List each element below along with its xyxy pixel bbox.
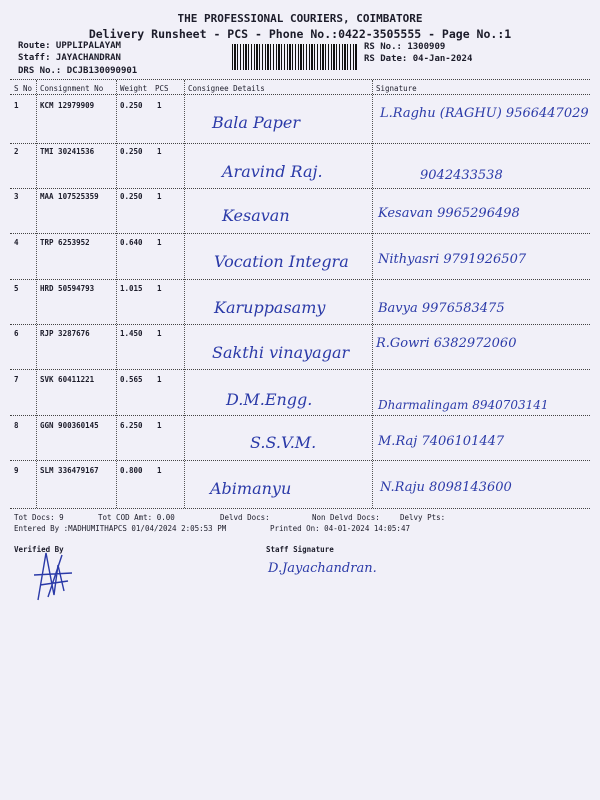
row-consignee-handwritten: Karuppasamy [214,298,326,317]
row-weight: 1.015 [120,284,143,293]
row-consignment: SVK 60411221 [40,375,95,384]
printed-on: Printed On: 04-01-2024 14:05:47 [270,524,410,533]
row-consignee-handwritten: Aravind Raj. [222,162,323,181]
row-sno: 4 [14,238,19,247]
row-consignee-handwritten: Sakthi vinayagar [212,343,350,362]
row-consignee-handwritten: Bala Paper [212,113,300,132]
row-weight: 0.640 [120,238,143,247]
col-divider [372,80,373,508]
total-cod-amount: Tot COD Amt: 0.00 [98,513,175,522]
drs-number: DRS No.: DCJB130090901 [18,66,138,76]
company-title: THE PROFESSIONAL COURIERS, COIMBATORE [177,12,423,25]
row-weight: 1.450 [120,329,143,338]
header-rule-top [10,79,590,80]
row-sno: 7 [14,375,19,384]
non-delivered-docs: Non Delvd Docs: [312,513,380,522]
row-consignment: HRD 50594793 [40,284,95,293]
row-weight: 0.250 [120,101,143,110]
row-signature: Nithyasri 9791926507 [378,252,527,267]
row-rule [10,508,590,509]
row-signature: Kesavan 9965296498 [378,206,520,221]
row-pcs: 1 [157,421,162,430]
delivered-docs: Delvd Docs: [220,513,270,522]
row-sno: 1 [14,101,19,110]
row-sno: 3 [14,192,19,201]
verified-by-label: Verified By [14,545,64,554]
col-divider [116,80,117,508]
row-signature: 9042433538 [420,168,503,183]
row-signature: Dharmalingam 8940703141 [378,398,549,412]
row-pcs: 1 [157,284,162,293]
header-rule-bottom [10,94,590,95]
row-rule [10,324,590,325]
row-weight: 6.250 [120,421,143,430]
rs-number: RS No.: 1300909 [364,42,446,52]
row-rule [10,188,590,189]
row-consignment: TRP 6253952 [40,238,90,247]
row-signature: M.Raj 7406101447 [378,434,505,449]
row-rule [10,460,590,461]
row-consignment: RJP 3287676 [40,329,90,338]
row-weight: 0.250 [120,147,143,156]
row-sno: 5 [14,284,19,293]
row-signature: Bavya 9976583475 [378,301,505,316]
row-rule [10,279,590,280]
row-consignment: GGN 900360145 [40,421,99,430]
row-rule [10,143,590,144]
row-consignment: TMI 30241536 [40,147,95,156]
staff-label: Staff: JAYACHANDRAN [18,53,121,63]
col-header-consignment: Consignment No [40,84,104,93]
col-divider [36,80,37,508]
row-pcs: 1 [157,147,162,156]
row-pcs: 1 [157,329,162,338]
row-signature: L.Raghu (RAGHU) 9566447029 [380,106,589,121]
row-rule [10,369,590,370]
row-consignment: MAA 107525359 [40,192,99,201]
runsheet-subtitle: Delivery Runsheet - PCS - Phone No.:0422-3505555 - Page No.:1 [88,27,512,41]
barcode [232,44,358,70]
delivery-points: Delvy Pts: [400,513,446,522]
row-consignee-handwritten: Kesavan [222,206,290,225]
col-header-consignee: Consignee Details [188,84,265,93]
row-consignee-handwritten: S.S.V.M. [250,433,317,452]
row-signature: R.Gowri 6382972060 [376,336,517,351]
row-consignee-handwritten: D.M.Engg. [226,390,313,409]
entered-by: Entered By :MADHUMITHAPCS 01/04/2024 2:05:53 PM [14,524,227,533]
col-divider [184,80,185,508]
row-pcs: 1 [157,192,162,201]
rs-date: RS Date: 04-Jan-2024 [364,54,473,64]
row-sno: 6 [14,329,19,338]
total-docs: Tot Docs: 9 [14,513,64,522]
route-label: Route: UPPLIPALAYAM [18,41,121,51]
row-pcs: 1 [157,375,162,384]
staff-signature-label: Staff Signature [266,545,334,554]
row-pcs: 1 [157,101,162,110]
col-header-pcs: PCS [155,84,169,93]
row-consignment: KCM 12979909 [40,101,95,110]
row-weight: 0.250 [120,192,143,201]
row-consignee-handwritten: Vocation Integra [214,252,349,271]
row-consignment: SLM 336479167 [40,466,99,475]
col-header-signature: Signature [376,84,417,93]
row-pcs: 1 [157,238,162,247]
row-sno: 2 [14,147,19,156]
row-weight: 0.800 [120,466,143,475]
col-header-sno: S No [14,84,33,93]
staff-handwritten-signature: D.Jayachandran. [268,561,377,576]
row-rule [10,415,590,416]
row-sno: 8 [14,421,19,430]
row-pcs: 1 [157,466,162,475]
row-rule [10,233,590,234]
row-consignee-handwritten: Abimanyu [210,479,292,498]
row-weight: 0.565 [120,375,143,384]
verified-signature [28,545,80,605]
col-header-weight: Weight [120,84,148,93]
row-signature: N.Raju 8098143600 [380,480,512,495]
row-sno: 9 [14,466,19,475]
